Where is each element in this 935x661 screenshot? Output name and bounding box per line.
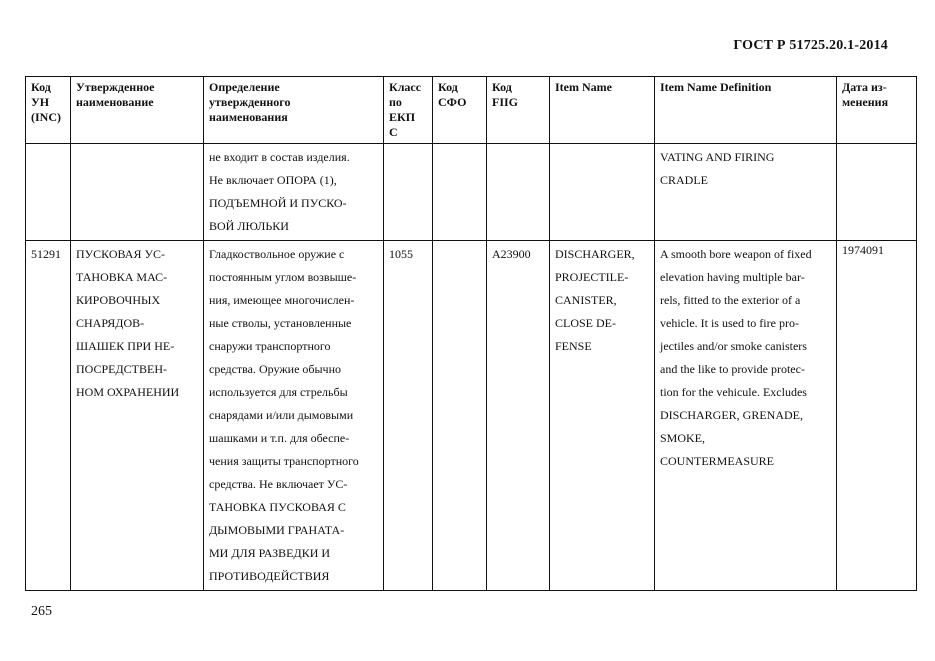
text-line: elevation having multiple bar-	[660, 270, 805, 284]
col-header-class-ekps	[384, 77, 433, 144]
text-line: Утвержденное	[76, 80, 155, 94]
text-line: Код	[492, 80, 512, 94]
text-line: СНАРЯДОВ-	[76, 316, 145, 330]
text-line: средства. Оружие обычно	[209, 362, 342, 376]
text-line: утвержденного	[209, 95, 291, 109]
class-ekps-cell: 1055	[384, 241, 433, 591]
text-line: Гладкоствольное оружие с	[209, 247, 345, 261]
text-line: постоянным углом возвыше-	[209, 270, 357, 284]
approved-name-cell	[71, 241, 204, 591]
fiig-cell: A23900	[487, 241, 550, 591]
text-line: tion for the vehicule. Excludes	[660, 385, 807, 399]
text-line: Класс	[389, 80, 422, 94]
text-line: ные стволы, установленные	[209, 316, 352, 330]
item-name-cell	[550, 144, 655, 241]
text-line: ТАНОВКА МАС-	[76, 270, 168, 284]
text-line: ТАНОВКА ПУСКОВАЯ С	[209, 500, 346, 514]
page-number: 265	[31, 604, 52, 619]
definition-cell	[204, 241, 384, 591]
text-line: по	[389, 95, 402, 109]
table-row	[26, 241, 917, 591]
text-line: ПОДЪЕМНОЙ И ПУСКО-	[209, 196, 347, 210]
text-line: CRADLE	[660, 173, 708, 187]
col-header-change-date	[837, 77, 917, 144]
approved-name-cell	[71, 144, 204, 241]
text-line: COUNTERMEASURE	[660, 454, 775, 468]
text-line: A smooth bore weapon of fixed	[660, 247, 812, 261]
text-line: С	[389, 125, 398, 139]
text-line: чения защиты транспортного	[209, 454, 359, 468]
text-line: FENSE	[555, 339, 592, 353]
inc-cell	[26, 144, 71, 241]
text-line: шашками и т.п. для обеспе-	[209, 431, 350, 445]
col-header-item-name	[550, 77, 655, 144]
text-line: SMOKE,	[660, 431, 706, 445]
text-line: СФО	[438, 95, 467, 109]
text-line: Не включает ОПОРА (1),	[209, 173, 337, 187]
text-line: наименования	[209, 110, 288, 124]
text-line: Код	[438, 80, 458, 94]
col-header-fiig	[487, 77, 550, 144]
text-line: Item Name	[555, 80, 612, 94]
text-line: jectiles and/or smoke canisters	[660, 339, 807, 353]
text-line: DISCHARGER,	[555, 247, 635, 261]
item-name-definition-cell	[655, 144, 837, 241]
text-line: ШАШЕК ПРИ НЕ-	[76, 339, 175, 353]
col-header-sfo	[433, 77, 487, 144]
table-row	[26, 144, 917, 241]
text-line: Дата из-	[842, 80, 887, 94]
text-line: and the like to provide protec-	[660, 362, 805, 376]
item-name-cell	[550, 241, 655, 591]
text-line: менения	[842, 95, 889, 109]
text-line: используется для стрельбы	[209, 385, 348, 399]
text-line: (INC)	[31, 110, 61, 124]
text-line: ВОЙ ЛЮЛЬКИ	[209, 219, 289, 233]
text-line: ПРОТИВОДЕЙСТВИЯ	[209, 569, 330, 583]
sfo-cell	[433, 144, 487, 241]
change-date-cell: 1974091	[837, 241, 917, 591]
text-line: наименование	[76, 95, 154, 109]
document-code: ГОСТ Р 51725.20.1-2014	[733, 38, 888, 53]
text-line: VATING AND FIRING	[660, 150, 775, 164]
text-line: Определение	[209, 80, 280, 94]
text-line: ДЫМОВЫМИ ГРАНАТА-	[209, 523, 345, 537]
class-ekps-cell	[384, 144, 433, 241]
text-line: PROJECTILE-	[555, 270, 629, 284]
text-line: ния, имеющее многочислен-	[209, 293, 355, 307]
text-line: средства. Не включает УС-	[209, 477, 348, 491]
text-line: vehicle. It is used to fire pro-	[660, 316, 799, 330]
text-line: CANISTER,	[555, 293, 617, 307]
col-header-inc	[26, 77, 71, 144]
col-header-approved-name	[71, 77, 204, 144]
text-line: ЕКП	[389, 110, 416, 124]
text-line: ПОСРЕДСТВЕН-	[76, 362, 168, 376]
text-line: Item Name Definition	[660, 80, 772, 94]
classification-table	[25, 76, 917, 591]
text-line: DISCHARGER, GRENADE,	[660, 408, 804, 422]
fiig-cell	[487, 144, 550, 241]
text-line: КИРОВОЧНЫХ	[76, 293, 161, 307]
text-line: не входит в состав изделия.	[209, 150, 350, 164]
sfo-cell	[433, 241, 487, 591]
text-line: УН	[31, 95, 50, 109]
header-row	[26, 77, 917, 144]
text-line: FIIG	[492, 95, 519, 109]
change-date-cell	[837, 144, 917, 241]
text-line: снаружи транспортного	[209, 339, 331, 353]
text-line: снарядами и/или дымовыми	[209, 408, 354, 422]
text-line: rels, fitted to the exterior of a	[660, 293, 801, 307]
col-header-definition	[204, 77, 384, 144]
definition-cell	[204, 144, 384, 241]
text-line: Код	[31, 80, 51, 94]
item-name-definition-cell	[655, 241, 837, 591]
text-line: НОМ ОХРАНЕНИИ	[76, 385, 180, 399]
col-header-item-name-definition	[655, 77, 837, 144]
text-line: ПУСКОВАЯ УС-	[76, 247, 165, 261]
text-line: CLOSE DE-	[555, 316, 616, 330]
inc-cell: 51291	[26, 241, 71, 591]
text-line: МИ ДЛЯ РАЗВЕДКИ И	[209, 546, 331, 560]
